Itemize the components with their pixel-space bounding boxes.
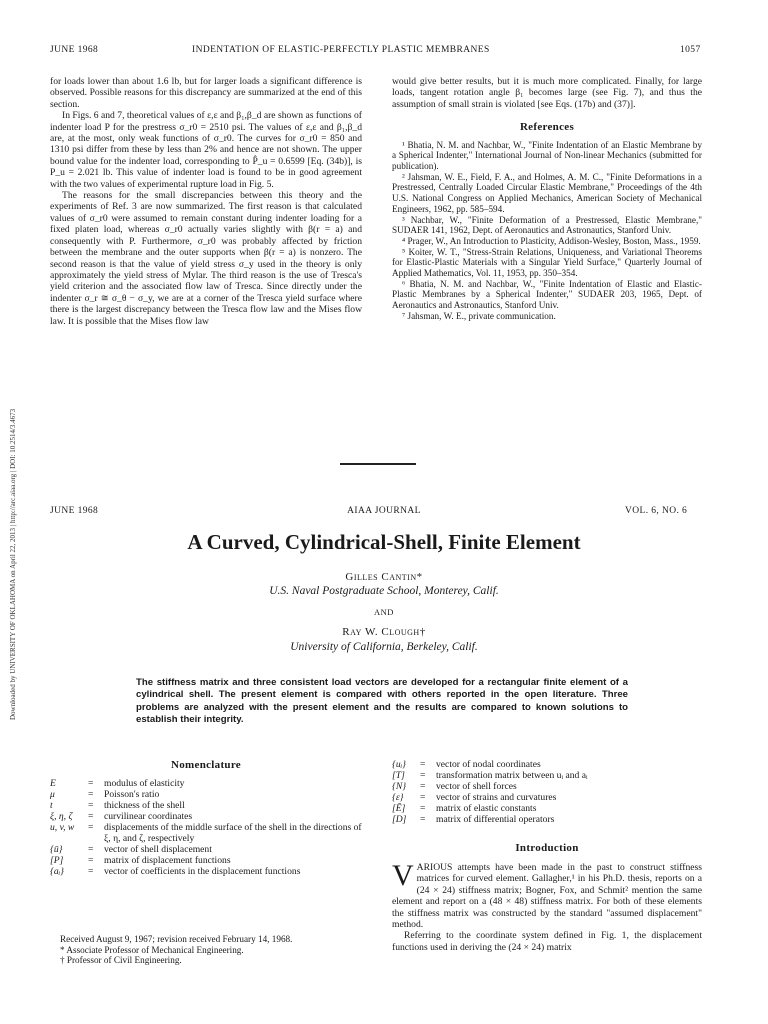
nomenclature-symbol: t: [50, 800, 53, 811]
nomenclature-definition: Poisson's ratio: [104, 789, 160, 800]
running-header-date: JUNE 1968: [50, 45, 99, 55]
affiliation-1: U.S. Naval Postgraduate School, Monterey, Calif.: [269, 585, 499, 597]
nomenclature-definition: vector of shell forces: [436, 781, 517, 792]
nomenclature-definition: vector of strains and curvatures: [436, 792, 557, 803]
reference-item: ³ Nachbar, W., "Finite Deformation of a Prestressed, Elastic Membrane," SUDAER 141, 1962, Dept. of Aeronautics and Astronautics, Stanford Univ.: [392, 214, 702, 236]
received-note: Received August 9, 1967; revision received February 14, 1968.: [60, 934, 293, 944]
footnotes: [50, 934, 362, 966]
page-number: 1057: [680, 45, 701, 55]
body-paragraph: The reasons for the small discrepancies between this theory and the experiments of Ref. 3 are now summarized. The first reason is that calculated values of σ_r0 were assumed to remain constant during indenter loading for a fixed platen load, whereas σ_r0 actually varies slightly with β(r = a) and consequently with P. Furthermore, σ_r0 was probably affected by friction between the membrane and the outer supports when β(r = a) is nonzero. The second reason is that the value of yield stress σ_y used in the theory is only approximately the yield stress of Mylar. The third reason is the use of Tresca's yield criterion and the associated flow law of Tresca. Since directly under the indenter σ_r ≅ σ_θ − σ_y, we are at a corner of the Tresca yield surface where there is the largest discrepancy between the Tresca flow law and the Mises flow law. It is possible that the Mises flow law: [50, 190, 362, 327]
body-paragraph: would give better results, but it is much more complicated. Finally, for large loads, tangent rotation angle β₁ becomes large (see Fig. 7), and thus the assumption of small strain is violated [see Eqs. (17b) and (37)].: [392, 76, 702, 110]
nomenclature-entry: {ε} = vector of strains and curvatures: [392, 792, 702, 803]
body-paragraph: for loads lower than about 1.6 lb, but for larger loads a significant difference is observed. Possible reasons for this discrepancy are summarized at the end of this section.: [50, 76, 362, 110]
nomenclature-symbol: [Ē]: [392, 803, 406, 814]
nomenclature-entry: E = modulus of elasticity: [50, 778, 362, 789]
nomenclature-entry: ξ, η, ζ = curvilinear coordinates: [50, 811, 362, 822]
nomenclature-definition: matrix of differential operators: [436, 814, 555, 825]
reference-item: ⁵ Koiter, W. T., "Stress-Strain Relations, Uniqueness, and Variational Theorems for Elastic-Plastic Materials with a Singular Yield Surface," Quarterly Journal of Applied Mathematics, Vol. 11, 1953, pp. 350–354.: [392, 246, 702, 279]
abstract: The stiffness matrix and three consistent load vectors are developed for a rectangular finite element of a cylindrical shell. The present element is compared with others reported in the open literature. Three problems are analyzed with the present element and the results are compared to known solutions to establish their integrity.: [136, 677, 628, 726]
nomenclature-symbol: [P]: [50, 855, 64, 866]
nomenclature-entry: t = thickness of the shell: [50, 800, 362, 811]
introduction-body: [392, 859, 702, 953]
nomenclature-symbol: {ε}: [392, 792, 404, 803]
reference-item: ⁶ Bhatia, N. M. and Nachbar, W., "Finite Indentation of Elastic and Elastic-Plastic Membranes by a Spherical Indenter," SUDAER 203, 1965, Dept. of Aeronautics and Astronautics, Stanford Univ.: [392, 278, 702, 311]
nomenclature-definition: displacements of the middle surface of the shell in the directions of ξ, η, and ζ, respectively: [104, 822, 362, 844]
nomenclature-symbol: {aᵢ}: [50, 866, 64, 877]
introduction-paragraph-1: [392, 859, 702, 931]
nomenclature-entry: u, v, w = displacements of the middle surface of the shell in the directions of ξ, η, and ζ, respectively: [50, 822, 362, 844]
nomenclature-list-left: [50, 778, 362, 877]
nomenclature-definition: curvilinear coordinates: [104, 811, 193, 822]
running-header-title: INDENTATION OF ELASTIC-PERFECTLY PLASTIC MEMBRANES: [192, 45, 490, 55]
author-2: Ray W. Clough†: [342, 626, 426, 638]
nomenclature-entry: μ = Poisson's ratio: [50, 789, 362, 800]
nomenclature-entry: [T] = transformation matrix between uᵢ and aᵢ: [392, 770, 702, 781]
nomenclature-symbol: {N}: [392, 781, 407, 792]
nomenclature-entry: [P] = matrix of displacement functions: [50, 855, 362, 866]
nomenclature-definition: thickness of the shell: [104, 800, 185, 811]
nomenclature-definition: matrix of displacement functions: [104, 855, 231, 866]
reference-item: ⁷ Jahsman, W. E., private communication.: [402, 310, 556, 321]
author-footnote: * Associate Professor of Mechanical Engineering.: [60, 944, 244, 955]
nomenclature-definition: transformation matrix between uᵢ and aᵢ: [436, 770, 588, 781]
nomenclature-list-right: [392, 759, 702, 825]
prev-article-left-column: [50, 76, 362, 327]
article-divider: [340, 463, 416, 465]
nomenclature-symbol: [T]: [392, 770, 405, 781]
nomenclature-symbol: ξ, η, ζ: [50, 811, 73, 822]
nomenclature-definition: vector of coefficients in the displacement functions: [104, 866, 301, 877]
nomenclature-definition: vector of shell displacement: [104, 844, 212, 855]
introduction-heading: Introduction: [515, 842, 579, 854]
prev-article-right-column: [392, 76, 702, 322]
nomenclature-entry: [Ē] = matrix of elastic constants: [392, 803, 702, 814]
introduction-paragraph-2: Referring to the coordinate system defined in Fig. 1, the displacement functions used in deriving the (24 × 24) matrix: [392, 930, 702, 953]
nomenclature-entry: {ū} = vector of shell displacement: [50, 844, 362, 855]
reference-item: ⁴ Prager, W., An Introduction to Plasticity, Addison-Wesley, Boston, Mass., 1959.: [402, 235, 701, 246]
nomenclature-definition: matrix of elastic constants: [436, 803, 537, 814]
nomenclature-heading: Nomenclature: [171, 759, 241, 771]
nomenclature-entry: {aᵢ} = vector of coefficients in the displacement functions: [50, 866, 362, 877]
nomenclature-entry: {uᵢ} = vector of nodal coordinates: [392, 759, 702, 770]
author-footnote: † Professor of Civil Engineering.: [60, 955, 182, 966]
nomenclature-definition: modulus of elasticity: [104, 778, 185, 789]
affiliation-2: University of California, Berkeley, Calif.: [290, 641, 478, 653]
nomenclature-entry: {N} = vector of shell forces: [392, 781, 702, 792]
nomenclature-symbol: {ū}: [50, 844, 63, 855]
journal-name: AIAA JOURNAL: [347, 506, 421, 516]
journal-volume: VOL. 6, NO. 6: [625, 506, 688, 516]
references-heading: References: [519, 121, 575, 134]
download-stamp-text: Downloaded by UNIVERSITY OF OKLAHOMA on April 22, 2013 | http://arc.aiaa.org | DOI: 10.2514/3.4673: [9, 408, 17, 720]
nomenclature-symbol: {uᵢ}: [392, 759, 406, 770]
article-title: A Curved, Cylindrical-Shell, Finite Element: [187, 530, 581, 554]
nomenclature-entry: [D] = matrix of differential operators: [392, 814, 702, 825]
nomenclature-symbol: μ: [50, 789, 55, 800]
nomenclature-symbol: [D]: [392, 814, 407, 825]
drop-cap: V: [392, 859, 414, 892]
and-separator: AND: [374, 607, 394, 617]
author-1: Gilles Cantin*: [345, 571, 423, 583]
references-list: [392, 140, 702, 322]
introduction-text: ARIOUS attempts have been made in the past to construct stiffness matrices for curved element. Gallagher,¹ in his Ph.D. thesis, reports on a (24 × 24) stiffness matrix; Bogner, Fox, and Schmit² mention the same element and report on a (48 × 48) stiffness matrix. For both of these elements the stiffness matrix was constructed by the standard "assumed displacement" method.: [392, 862, 702, 931]
journal-date: JUNE 1968: [50, 506, 99, 516]
nomenclature-symbol: E: [50, 778, 56, 789]
reference-item: ¹ Bhatia, N. M. and Nachbar, W., "Finite Indentation of an Elastic Membrane by a Spherical Indenter," International Journal of Non-linear Mechanics (submitted for publication).: [392, 139, 702, 172]
nomenclature-symbol: u, v, w: [50, 822, 75, 833]
body-paragraph: In Figs. 6 and 7, theoretical values of ε,ε and β₁,β_d are shown as functions of indenter load P for the prestress σ_r0 = 2510 psi. The values of ε,ε and β₁,β_d are, at the most, only weak functions of σ_r0. The curves for σ_r0 = 850 and 1310 psi differ from these by less than 2% and hence are not shown. The upper bound value for the indenter load, corresponding to P̂_u = 0.6599 [Eq. (34b)], is P_u = 2.021 lb. This value of indenter load is found to be in good agreement with the two values of experimental rupture load in Fig. 5.: [50, 110, 362, 190]
reference-item: ² Jahsman, W. E., Field, F. A., and Holmes, A. M. C., "Finite Deformations in a Prestressed, Centrally Loaded Circular Elastic Membrane," Proceedings of the 4th U.S. National Congress on Applied Mechanics, American Society of Mechanical Engineers, 1962, pp. 585–594.: [392, 171, 702, 214]
nomenclature-definition: vector of nodal coordinates: [436, 759, 541, 770]
